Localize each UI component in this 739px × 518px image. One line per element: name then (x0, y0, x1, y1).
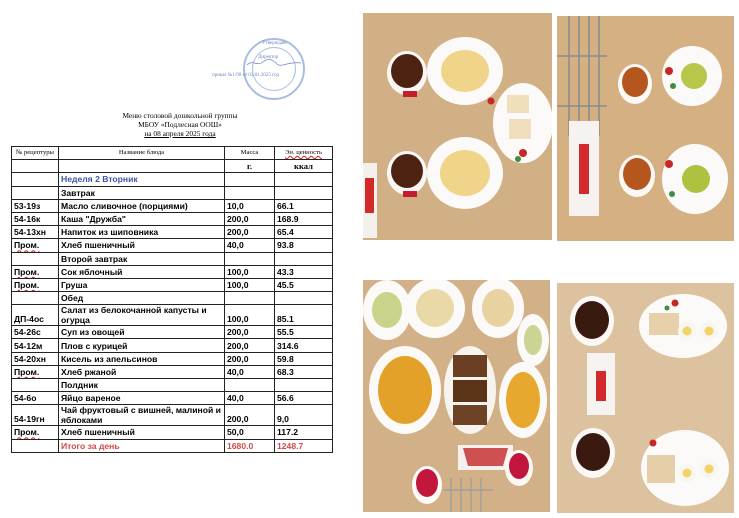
mass-cell: 200,0 (225, 352, 275, 365)
energy-cell: 45.5 (275, 278, 333, 291)
recipe-cell: Пром. (12, 278, 59, 291)
mass-cell: 200,0 (225, 326, 275, 339)
mass-cell: 10,0 (225, 199, 275, 212)
table-row (12, 226, 333, 239)
header-dish: Название блюда (59, 147, 225, 160)
meal-lunch: Обед (59, 292, 225, 305)
total-row (12, 439, 333, 452)
energy-cell: 9,0 (275, 405, 333, 426)
table-row (12, 365, 333, 378)
recipe-cell: 54-20хн (12, 352, 59, 365)
menu-table (11, 146, 333, 453)
recipe-cell: 53-19з (12, 199, 59, 212)
recipe-cell: 54-19гн (12, 405, 59, 426)
table-row (12, 278, 333, 291)
dish-cell: Плов с курицей (59, 339, 225, 352)
menu-date: на 08 апреля 2025 года (144, 129, 216, 138)
header-mass: Масса (225, 147, 275, 160)
table-row (12, 392, 333, 405)
dish-cell: Хлеб пшеничный (59, 426, 225, 439)
table-row (12, 239, 333, 252)
energy-cell: 65.4 (275, 226, 333, 239)
recipe-cell: 54-26с (12, 326, 59, 339)
menu-title: Меню столовой дошкольной группы (122, 111, 238, 120)
meal-breakfast: Завтрак (59, 186, 225, 199)
table-units-row (12, 160, 333, 173)
official-stamp (243, 38, 305, 100)
recipe-cell: Пром. (12, 239, 59, 252)
table-row (12, 405, 333, 426)
approval-block (0, 0, 350, 100)
dish-cell: Напиток из шиповника (59, 226, 225, 239)
lunch-rows (12, 305, 333, 379)
table-row (12, 352, 333, 365)
mass-cell: 100,0 (225, 305, 275, 326)
approval-line-1: Утверждаю (262, 41, 287, 46)
header-recipe: № рецептуры (12, 147, 59, 160)
mass-cell: 200,0 (225, 226, 275, 239)
meal-row (12, 186, 333, 199)
energy-cell: 55.5 (275, 326, 333, 339)
header-energy: Эн. ценность (275, 147, 333, 160)
recipe-cell: 54-12м (12, 339, 59, 352)
dish-cell: Сок яблочный (59, 265, 225, 278)
breakfast-rows (12, 199, 333, 252)
mass-cell: 50,0 (225, 426, 275, 439)
recipe-cell: 54-6о (12, 392, 59, 405)
week-row (12, 173, 333, 186)
table-row (12, 212, 333, 225)
lunch-photo (363, 280, 550, 512)
table-row (12, 426, 333, 439)
dish-cell: Салат из белокочанной капусты и огурца (59, 305, 225, 326)
snack-photo (557, 283, 734, 513)
meal-second-breakfast: Второй завтрак (59, 252, 225, 265)
approval-line-3: приказ №1/90 от 03.01.2025 год (212, 73, 280, 78)
energy-cell: 66.1 (275, 199, 333, 212)
recipe-cell: ДП-4ос (12, 305, 59, 326)
mass-cell: 40,0 (225, 392, 275, 405)
meal-row (12, 292, 333, 305)
table-row (12, 305, 333, 326)
dish-cell: Кисель из апельсинов (59, 352, 225, 365)
total-mass: 1680.0 (225, 439, 275, 452)
dish-cell: Чай фруктовый с вишней, малиной и яблоками (59, 405, 225, 426)
mass-cell: 100,0 (225, 265, 275, 278)
breakfast-photo (363, 13, 552, 240)
menu-document (0, 0, 350, 518)
mass-cell: 100,0 (225, 278, 275, 291)
dish-cell: Каша "Дружба" (59, 212, 225, 225)
second-breakfast-rows (12, 265, 333, 291)
dish-cell: Груша (59, 278, 225, 291)
dish-cell: Хлеб пшеничный (59, 239, 225, 252)
unit-energy: ккал (275, 160, 333, 173)
approval-line-2: Директор (258, 55, 279, 60)
table-row (12, 199, 333, 212)
mass-cell: 200,0 (225, 212, 275, 225)
unit-mass: г. (225, 160, 275, 173)
table-header-row (12, 147, 333, 160)
table-row (12, 326, 333, 339)
mass-cell: 40,0 (225, 239, 275, 252)
energy-cell: 43.3 (275, 265, 333, 278)
energy-cell: 56.6 (275, 392, 333, 405)
energy-cell: 168.9 (275, 212, 333, 225)
dish-cell: Масло сливочное (порциями) (59, 199, 225, 212)
recipe-cell: Пром. (12, 426, 59, 439)
table-row (12, 339, 333, 352)
snack-rows (12, 392, 333, 439)
meal-snack: Полдник (59, 379, 225, 392)
dish-cell: Суп из овощей (59, 326, 225, 339)
dish-cell: Хлеб ржаной (59, 365, 225, 378)
energy-cell: 117.2 (275, 426, 333, 439)
meal-row (12, 379, 333, 392)
dish-cell: Яйцо вареное (59, 392, 225, 405)
recipe-cell: 54-13хн (12, 226, 59, 239)
energy-cell: 93.8 (275, 239, 333, 252)
recipe-cell: Пром. (12, 265, 59, 278)
recipe-cell: Пром. (12, 365, 59, 378)
energy-cell: 68.3 (275, 365, 333, 378)
total-energy: 1248.7 (275, 439, 333, 452)
meal-row (12, 252, 333, 265)
energy-cell: 59.8 (275, 352, 333, 365)
school-name: МБОУ «Подлесная ООШ» (138, 120, 222, 129)
table-row (12, 265, 333, 278)
mass-cell: 40,0 (225, 365, 275, 378)
energy-cell: 314.6 (275, 339, 333, 352)
recipe-cell: 54-16к (12, 212, 59, 225)
total-label: Итого за день (59, 439, 225, 452)
mass-cell: 200,0 (225, 405, 275, 426)
second-breakfast-photo (557, 16, 734, 241)
energy-cell: 85.1 (275, 305, 333, 326)
signature-scribble (245, 58, 303, 68)
week-label: Неделя 2 Вторник (59, 173, 225, 186)
mass-cell: 200,0 (225, 339, 275, 352)
